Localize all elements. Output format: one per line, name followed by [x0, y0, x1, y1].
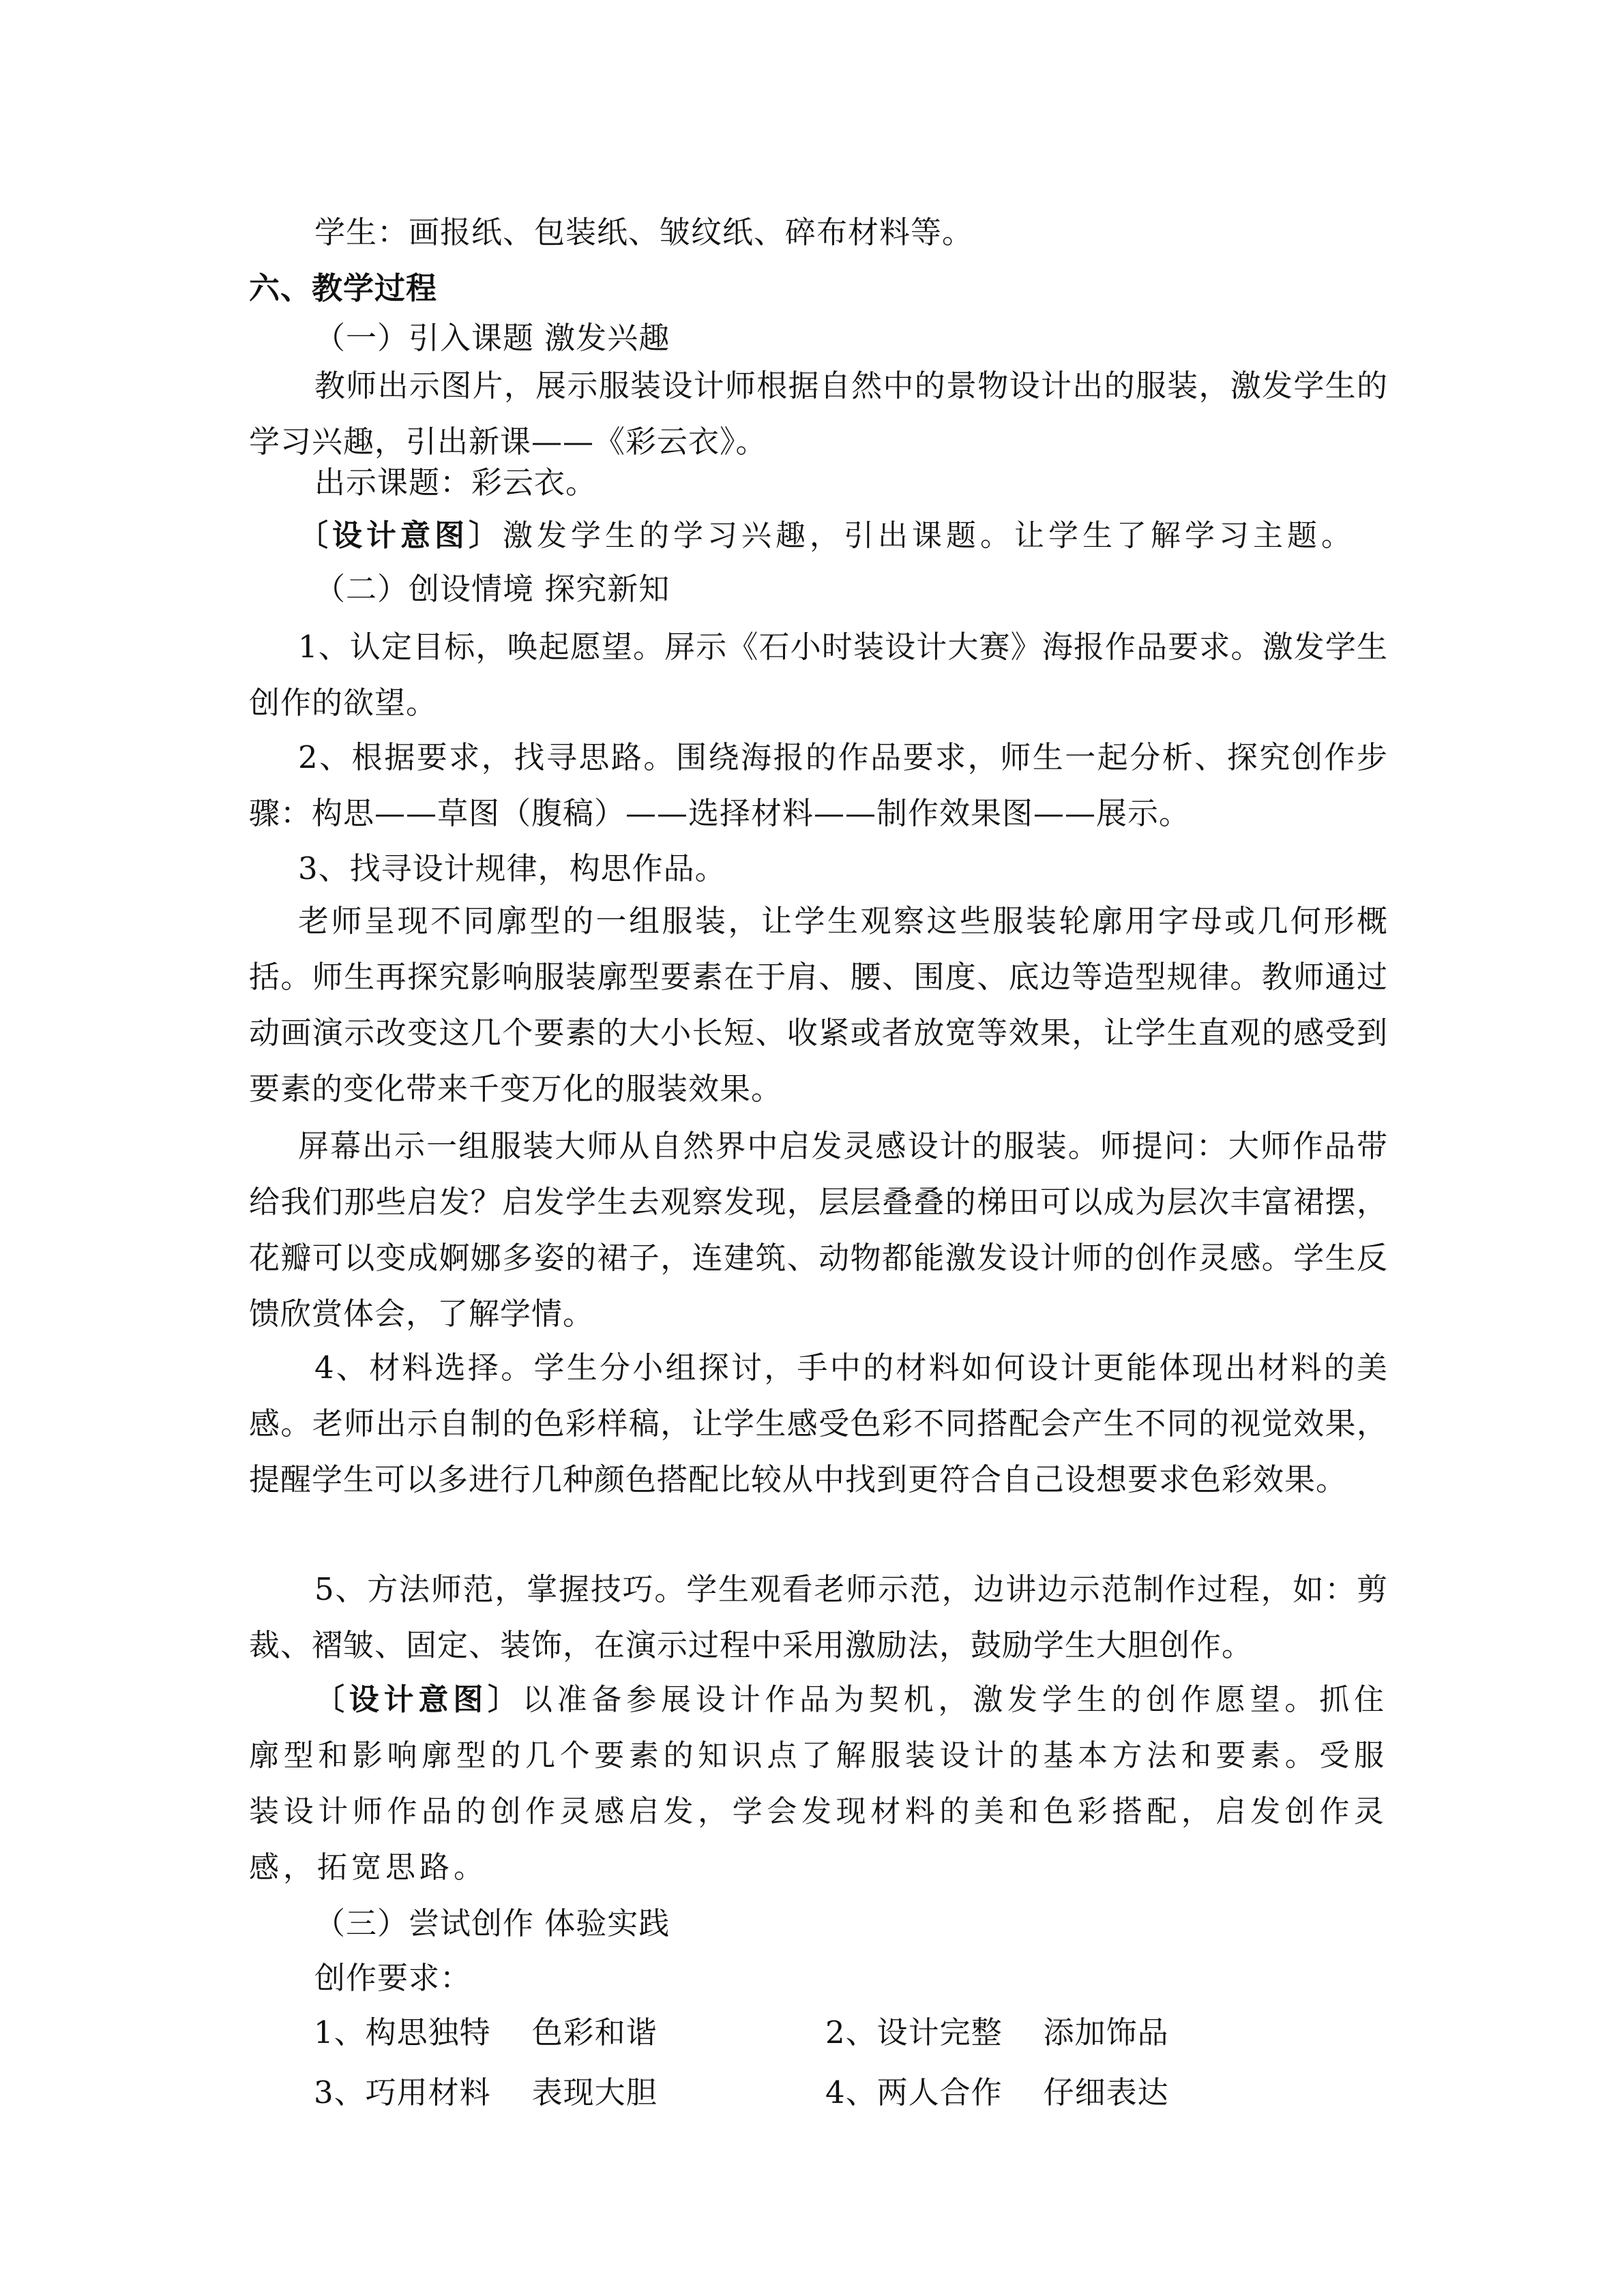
section-six-heading: 六、教学过程	[249, 270, 438, 306]
requirement-description: 添加饰品	[1043, 2014, 1169, 2051]
part1-heading: （一）引入课题 激发兴趣	[314, 320, 670, 356]
part2-design-intent	[249, 1672, 1388, 1896]
part2-item-5: 5、方法师范，掌握技巧。学生观看老师示范，边讲边示范制作过程，如：剪裁、褶皱、固定、装饰，在演示过程中采用激励法，鼓励学生大胆创作。	[249, 1571, 1388, 1663]
design-intent-tag: 〔设计意图〕	[314, 1682, 522, 1717]
part3-heading: （三）尝试创作 体验实践	[314, 1905, 670, 1941]
requirement-number: 3、巧用材料	[314, 2074, 491, 2111]
requirement-number: 4、两人合作	[825, 2074, 1003, 2111]
part2-masters-paragraph: 屏幕出示一组服装大师从自然界中启发灵感设计的服装。师提问：大师作品带给我们那些启发？启发学生去观察发现，层层叠叠的梯田可以成为层次丰富裙摆，花瓣可以变成婀娜多姿的裙子，连建筑、动物都能激发设计师的创作灵感。学生反馈欣赏体会，了解学情。	[249, 1128, 1388, 1332]
part1-design-intent	[249, 508, 1388, 564]
requirements-label: 创作要求：	[314, 1960, 472, 1996]
part1-paragraph-1: 教师出示图片，展示服装设计师根据自然中的景物设计出的服装，激发学生的学习兴趣，引出新课——《彩云衣》。	[249, 368, 1388, 460]
requirement-description: 仔细表达	[1043, 2074, 1169, 2111]
requirement-item-4	[825, 2065, 1169, 2121]
part2-item-2: 2、根据要求，找寻思路。围绕海报的作品要求，师生一起分析、探究创作步骤：构思——草图（腹稿）——选择材料——制作效果图——展示。	[249, 739, 1388, 831]
part1-paragraph-2: 出示课题：彩云衣。	[314, 464, 597, 501]
requirement-item-2	[825, 2005, 1169, 2061]
part2-item-4: 4、材料选择。学生分小组探讨，手中的材料如何设计更能体现出材料的美感。老师出示自制的色彩样稿，让学生感受色彩不同搭配会产生不同的视觉效果，提醒学生可以多进行几种颜色搭配比较从中找到更符合自己设想要求色彩效果。	[249, 1350, 1388, 1497]
part2-item-3: 3、找寻设计规律，构思作品。	[298, 850, 726, 886]
design-intent-tag: 〔设计意图〕	[298, 518, 503, 553]
design-intent-text: 以准备参展设计作品为契机，激发学生的创作愿望。抓住廓型和影响廓型的几个要素的知识点了解服装设计的基本方法和要素。受服装设计师作品的创作灵感启发，学会发现材料的美和色彩搭配，启发创作灵感，拓宽思路。	[249, 1682, 1389, 1885]
requirement-description: 色彩和谐	[531, 2014, 658, 2051]
requirement-number: 2、设计完整	[825, 2014, 1003, 2051]
part2-outline-paragraph: 老师呈现不同廓型的一组服装，让学生观察这些服装轮廓用字母或几何形概括。师生再探究影响服装廓型要素在于肩、腰、围度、底边等造型规律。教师通过动画演示改变这几个要素的大小长短、收紧或者放宽等效果，让学生直观的感受到要素的变化带来千变万化的服装效果。	[249, 903, 1388, 1107]
students-materials-line: 学生：画报纸、包装纸、皱纹纸、碎布材料等。	[314, 214, 974, 250]
part2-heading: （二）创设情境 探究新知	[314, 571, 670, 607]
part2-item-1: 1、认定目标，唤起愿望。屏示《石小时装设计大赛》海报作品要求。激发学生创作的欲望。	[249, 629, 1388, 721]
requirement-item-3	[314, 2065, 658, 2121]
requirement-description: 表现大胆	[531, 2074, 658, 2111]
requirement-number: 1、构思独特	[314, 2014, 491, 2051]
design-intent-text: 激发学生的学习兴趣，引出课题。让学生了解学习主题。	[503, 518, 1355, 553]
requirement-item-1	[314, 2005, 658, 2061]
